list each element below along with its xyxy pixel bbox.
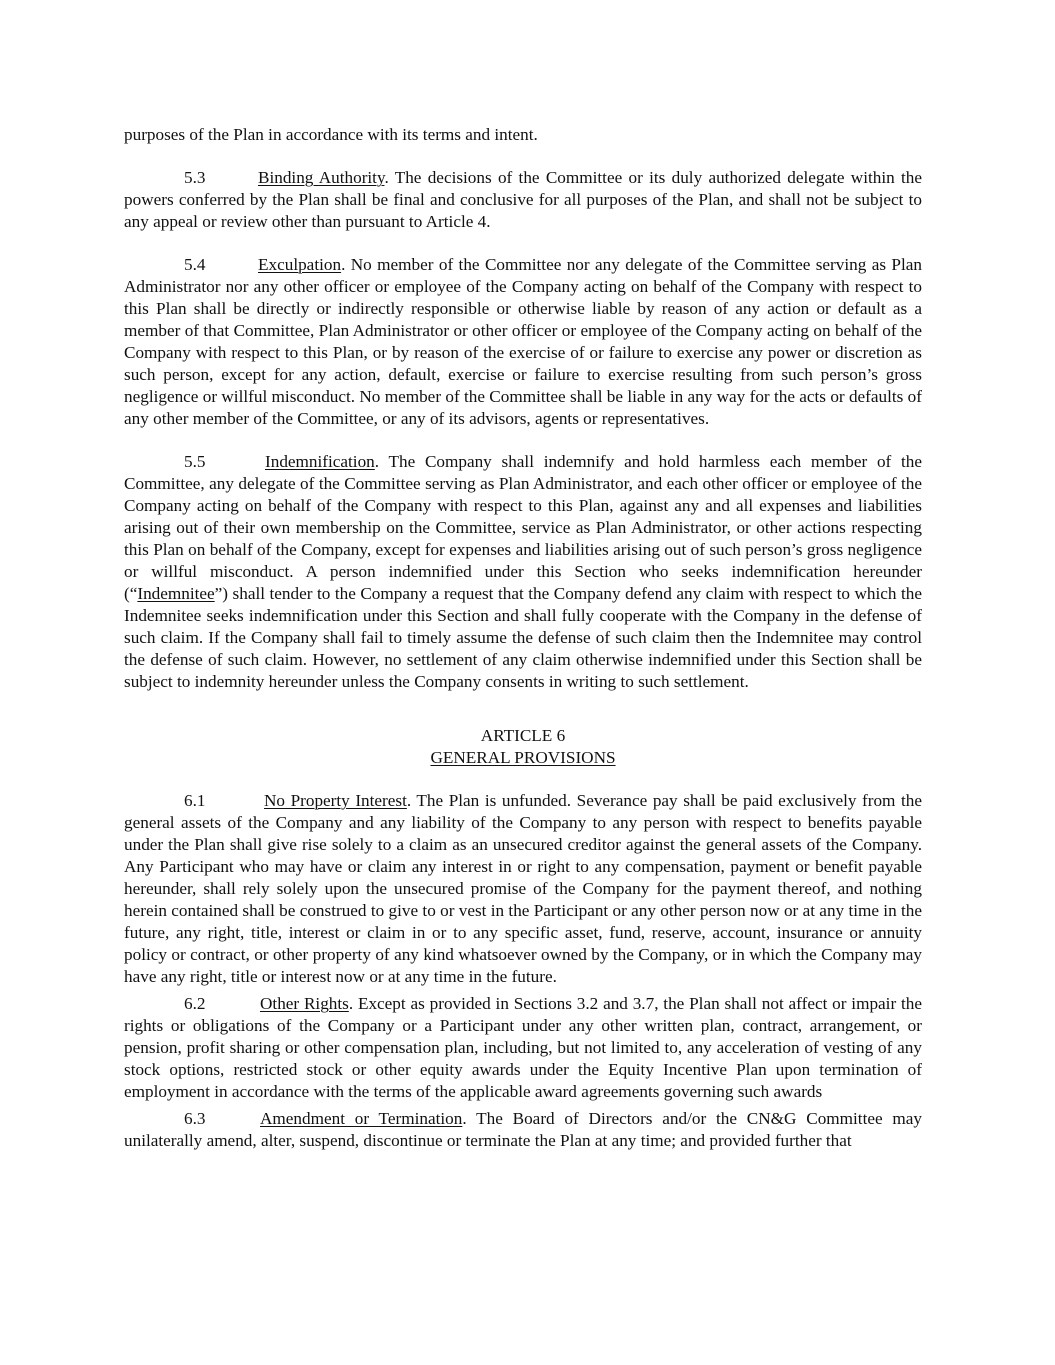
section-number: 5.5 bbox=[184, 452, 206, 471]
section-5-4 bbox=[124, 254, 922, 430]
section-5-3 bbox=[124, 167, 922, 233]
section-title: Indemnification bbox=[265, 452, 375, 471]
section-title: Amendment or Termination bbox=[260, 1109, 463, 1128]
section-title: No Property Interest bbox=[264, 791, 407, 810]
section-5-5 bbox=[124, 451, 922, 693]
section-number: 6.1 bbox=[184, 791, 206, 810]
section-body-continued: ”) shall tender to the Company a request that the Company defend any claim with respect to which the Indemnitee seeks indemnification under this Section and shall fully cooperate with the Company in the defense of such claim. If the Company shall fail to timely assume the defense of such claim then the Indemnitee may control the defense of such claim. However, no settlement of any claim otherwise indemnified under this Section shall be subject to indemnity hereunder unless the Company consents in writing to such settlement. bbox=[124, 584, 922, 691]
intro-paragraph bbox=[124, 124, 922, 146]
section-number: 6.3 bbox=[184, 1109, 206, 1128]
section-title: Exculpation bbox=[258, 255, 342, 274]
section-body: . Except as provided in Sections 3.2 and 3.7, the Plan shall not affect or impair the rights or obligations of the Company or a Participant under any other written plan, contract, arrangement, or pension, profit sharing or other compensation plan, including, but not limited to, any acceleration of vesting of any stock options, restricted stock or other equity awards under the Equity Incentive Plan upon termination of employment in accordance with the terms of the applicable award agreements governing such awards bbox=[124, 994, 922, 1101]
section-body: . The Company shall indemnify and hold harmless each member of the Committee, any delegate of the Committee serving as Plan Administrator, and each other officer or employee of the Company acting on behalf of the Company with respect to this Plan, against any and all expenses and liabilities arising out of their own membership on the Committee, service as Plan Administrator, or other actions respecting this Plan on behalf of the Company, except for expenses and liabilities arising out of such person’s gross negligence or willful misconduct. A person indemnified under this Section who seeks indemnification hereunder (“ bbox=[124, 452, 922, 603]
section-6-3 bbox=[124, 1108, 922, 1152]
defined-term: Indemnitee bbox=[137, 584, 215, 603]
section-body: . The Plan is unfunded. Severance pay shall be paid exclusively from the general assets of the Company and any liability of the Company to any person with respect to benefits payable under the Plan shall give rise solely to a claim as an unsecured creditor against the general assets of the Company. Any Participant who may have or claim any interest in or right to any compensation, payment or benefit payable hereunder, shall rely solely upon the unsecured promise of the Company for the payment thereof, and nothing herein contained shall be construed to give to or vest in the Participant or any other person now or at any time in the future, any right, title, interest or claim in or to any specific asset, fund, reserve, account, insurance or annuity policy or contract, or other property of any kind whatsoever owned by the Company, or in which the Company may have any right, title or interest now or at any time in the future. bbox=[124, 791, 922, 986]
section-body: . The Board of Directors and/or the CN&G Committee may unilaterally amend, alter, suspend, discontinue or terminate the Plan at any time; and provided further that bbox=[124, 1109, 922, 1150]
section-6-1 bbox=[124, 790, 922, 988]
section-body: . The decisions of the Committee or its duly authorized delegate within the powers conferred by the Plan shall be final and conclusive for all purposes of the Plan, and shall not be subject to any appeal or review other than pursuant to Article 4. bbox=[124, 168, 922, 231]
article-title: GENERAL PROVISIONS bbox=[430, 748, 616, 767]
section-number: 5.4 bbox=[184, 255, 206, 274]
section-number: 6.2 bbox=[184, 994, 206, 1013]
article-label: ARTICLE 6 bbox=[480, 726, 566, 745]
section-title: Other Rights bbox=[260, 994, 349, 1013]
section-title: Binding Authority bbox=[258, 168, 385, 187]
intro-text: purposes of the Plan in accordance with its terms and intent. bbox=[124, 125, 538, 144]
section-number: 5.3 bbox=[184, 168, 206, 187]
document-page bbox=[124, 124, 922, 1152]
section-body: . No member of the Committee nor any delegate of the Committee serving as Plan Administrator nor any other officer or employee of the Company acting on behalf of the Company with respect to this Plan shall be directly or indirectly responsible or otherwise liable by reason of any action or default as a member of that Committee, Plan Administrator or other officer or employee of the Company acting on behalf of the Company with respect to this Plan, or by reason of the exercise of or failure to exercise any power or discretion as such person, except for any action, default, exercise or failure to exercise resulting from such person’s gross negligence or willful misconduct. No member of the Committee shall be liable in any way for the acts or defaults of any other member of the Committee, or any of its advisors, agents or representatives. bbox=[124, 255, 922, 428]
section-6-2 bbox=[124, 993, 922, 1103]
